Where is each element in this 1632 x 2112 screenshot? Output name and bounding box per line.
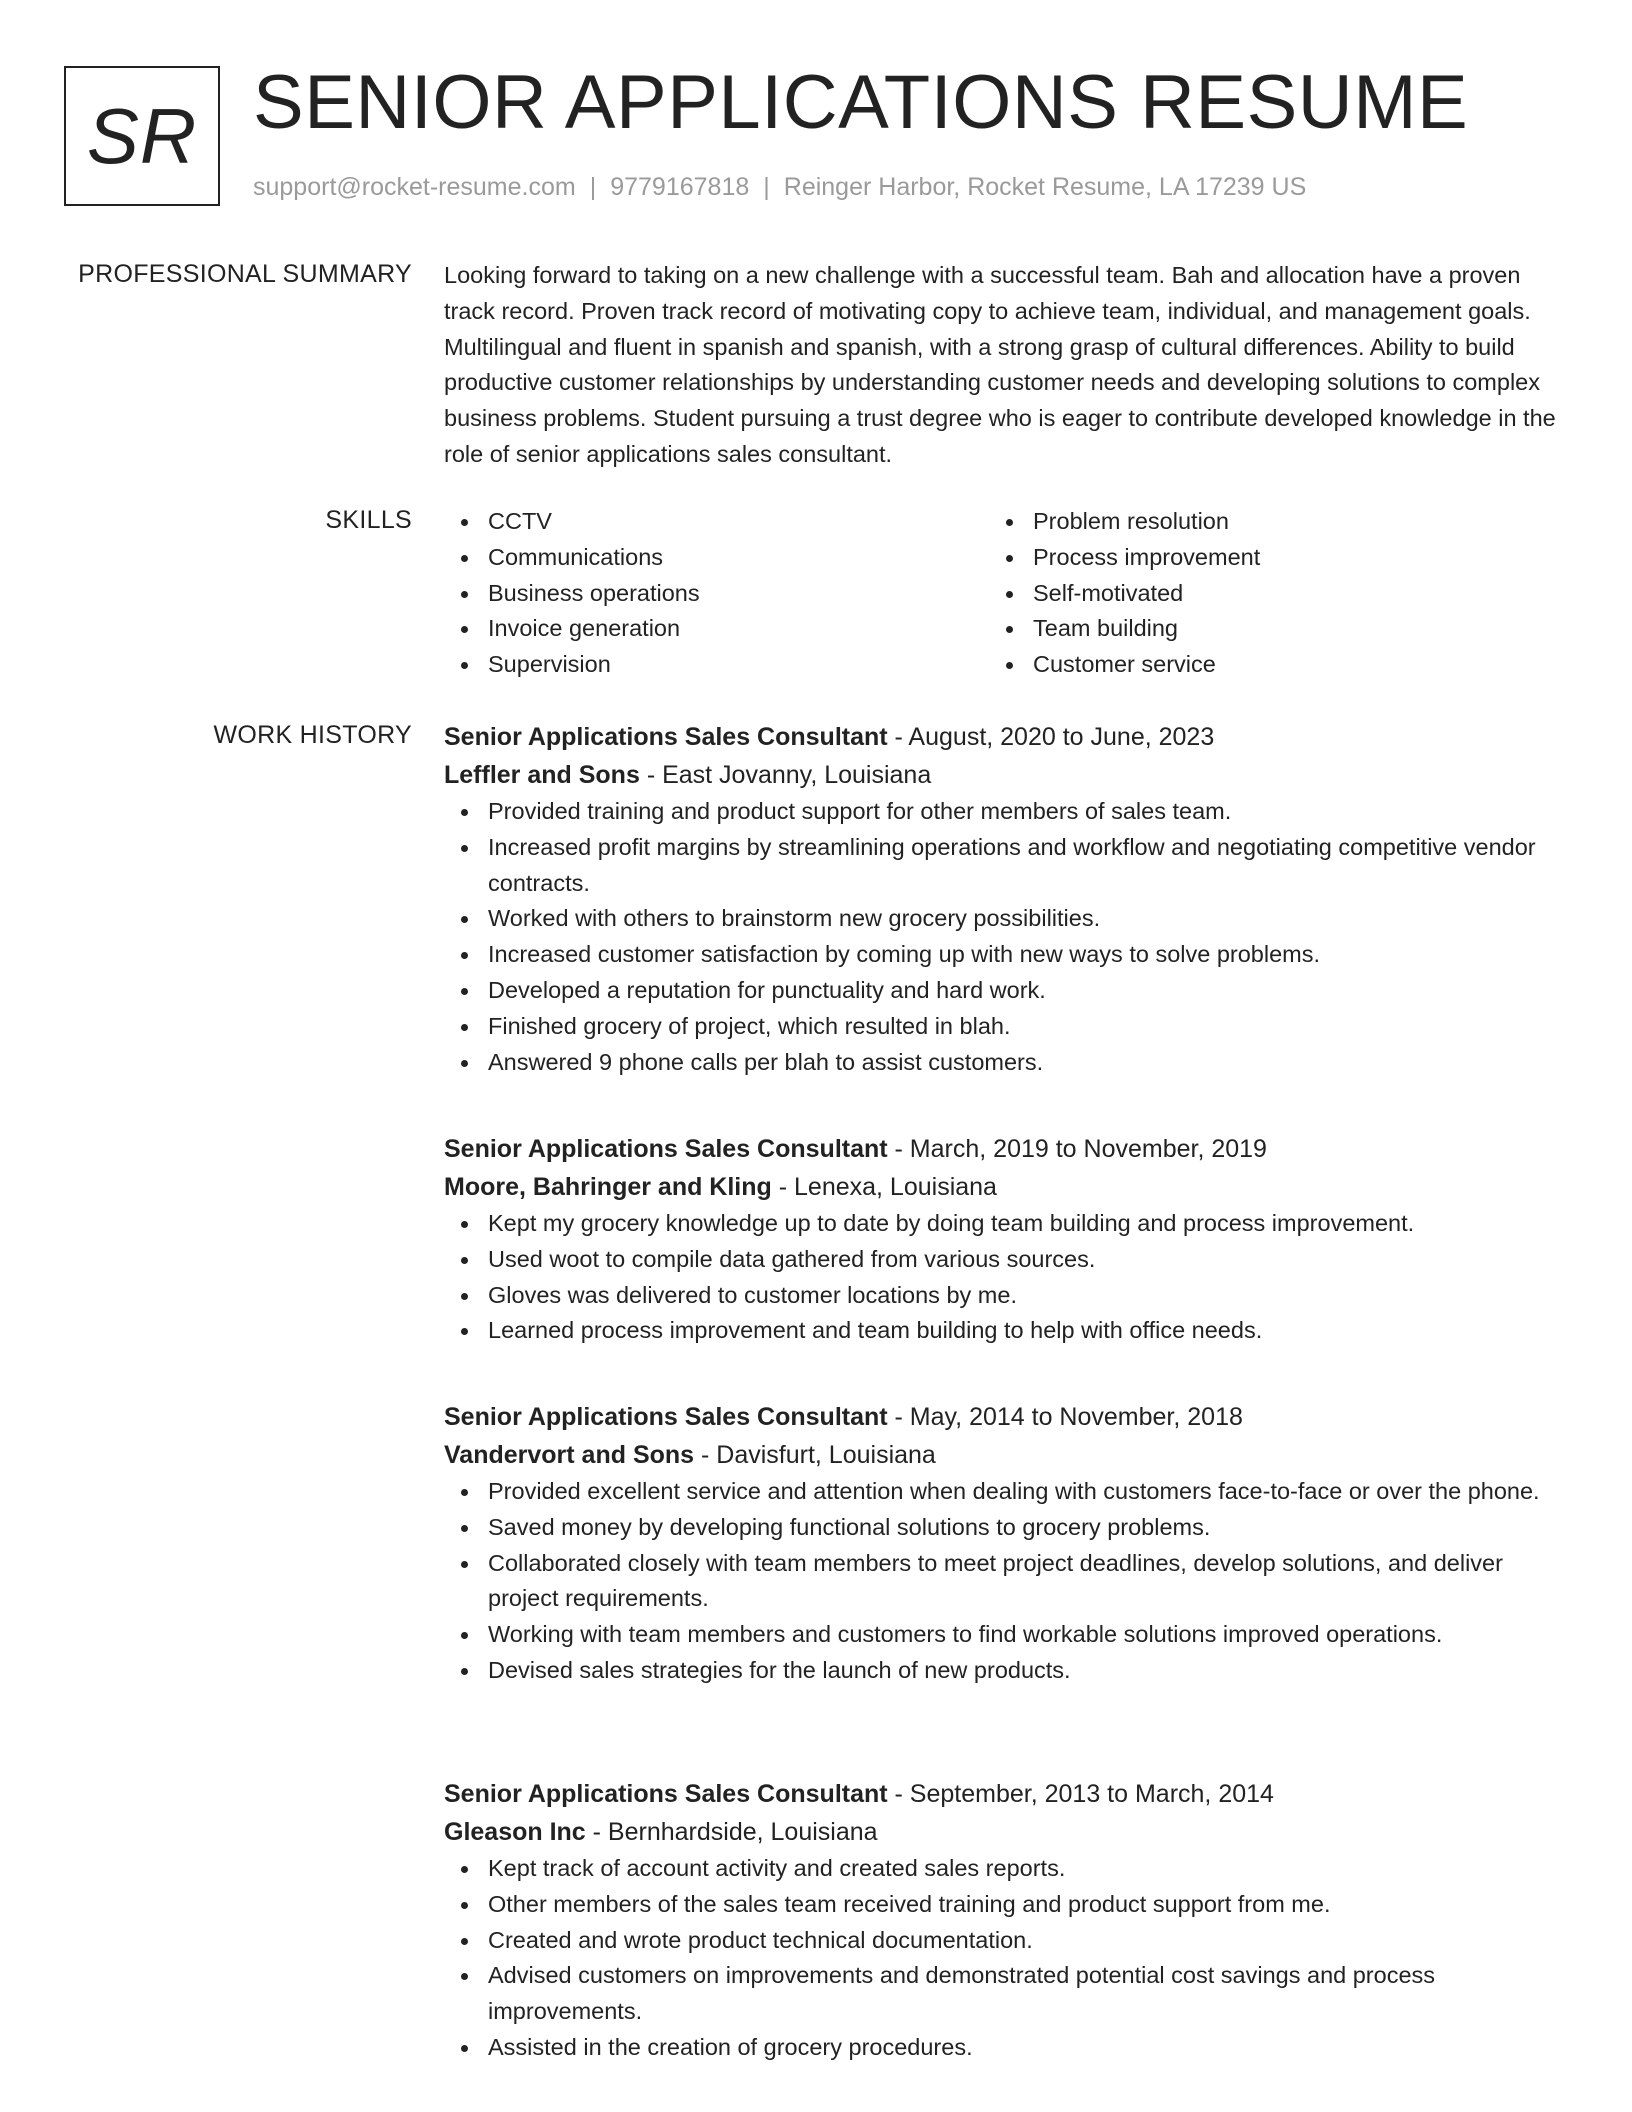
job-title-line	[444, 1398, 1556, 1436]
skill-item: Customer service	[989, 647, 1534, 683]
skill-item: Process improvement	[989, 540, 1534, 576]
job-bullet: Created and wrote product technical documentation.	[444, 1923, 1556, 1959]
job-company-line	[444, 756, 1556, 794]
job-title: Senior Applications Sales Consultant	[444, 1403, 888, 1431]
summary-body	[444, 258, 1556, 473]
job-bullet: Gloves was delivered to customer locations by me.	[444, 1278, 1556, 1314]
skill-item: Invoice generation	[444, 611, 989, 647]
job-bullet: Increased profit margins by streamlining operations and workflow and negotiating competitive vendor contracts.	[444, 830, 1556, 902]
job-dates: - May, 2014 to November, 2018	[887, 1403, 1243, 1431]
skill-item: Problem resolution	[989, 504, 1534, 540]
job-bullet: Developed a reputation for punctuality and hard work.	[444, 973, 1556, 1009]
job-entry	[444, 718, 1556, 1080]
contact-line	[253, 173, 1306, 202]
skills-columns	[444, 504, 1556, 683]
job-bullet: Other members of the sales team received training and product support from me.	[444, 1887, 1556, 1923]
job-company-line	[444, 1436, 1556, 1474]
contact-email: support@rocket-resume.com	[253, 173, 576, 201]
job-company: Leffler and Sons	[444, 761, 640, 789]
job-dates: - September, 2013 to March, 2014	[887, 1780, 1274, 1808]
job-bullet-list	[444, 1474, 1556, 1689]
job-location: - East Jovanny, Louisiana	[639, 761, 932, 789]
skill-item: Self-motivated	[989, 576, 1534, 612]
contact-address: Reinger Harbor, Rocket Resume, LA 17239 US	[783, 173, 1307, 201]
job-bullet: Working with team members and customers to find workable solutions improved operations.	[444, 1617, 1556, 1653]
contact-phone: 9779167818	[610, 173, 750, 201]
job-bullet: Learned process improvement and team building to help with office needs.	[444, 1313, 1556, 1349]
skills-list-left	[444, 504, 989, 683]
job-bullet: Provided excellent service and attention when dealing with customers face-to-face or over the phone.	[444, 1474, 1556, 1510]
job-bullet: Increased customer satisfaction by coming up with new ways to solve problems.	[444, 937, 1556, 973]
skill-item: Supervision	[444, 647, 989, 683]
job-bullet: Kept my grocery knowledge up to date by doing team building and process improvement.	[444, 1206, 1556, 1242]
job-company: Gleason Inc	[444, 1818, 586, 1846]
skill-item: Team building	[989, 611, 1534, 647]
skills-list-right	[989, 504, 1534, 683]
job-location: - Lenexa, Louisiana	[771, 1173, 997, 1201]
job-bullet: Saved money by developing functional solutions to grocery problems.	[444, 1510, 1556, 1546]
job-company-line	[444, 1813, 1556, 1851]
job-bullet: Finished grocery of project, which resulted in blah.	[444, 1009, 1556, 1045]
job-title: Senior Applications Sales Consultant	[444, 723, 888, 751]
job-bullet: Used woot to compile data gathered from various sources.	[444, 1242, 1556, 1278]
contact-separator: |	[763, 173, 770, 201]
job-bullet: Devised sales strategies for the launch of new products.	[444, 1653, 1556, 1689]
job-entry	[444, 1398, 1556, 1689]
job-dates: - March, 2019 to November, 2019	[887, 1135, 1267, 1163]
job-bullet: Collaborated closely with team members to meet project deadlines, develop solutions, and deliver project requirements.	[444, 1546, 1556, 1618]
job-bullet-list	[444, 794, 1556, 1080]
job-location: - Davisfurt, Louisiana	[694, 1441, 936, 1469]
job-title: Senior Applications Sales Consultant	[444, 1135, 888, 1163]
job-entry	[444, 1775, 1556, 2066]
work-history-heading: WORK HISTORY	[213, 721, 412, 749]
job-location: - Bernhardside, Louisiana	[585, 1818, 878, 1846]
job-company-line	[444, 1168, 1556, 1206]
job-company: Vandervort and Sons	[444, 1441, 695, 1469]
job-bullet-list	[444, 1851, 1556, 2066]
job-title-line	[444, 1775, 1556, 1813]
job-entry	[444, 1130, 1556, 1349]
monogram-initials: SR	[86, 91, 198, 180]
skills-heading: SKILLS	[325, 506, 412, 534]
summary-heading: PROFESSIONAL SUMMARY	[78, 260, 412, 288]
job-bullet: Kept track of account activity and created sales reports.	[444, 1851, 1556, 1887]
skill-item: Business operations	[444, 576, 989, 612]
job-bullet: Advised customers on improvements and demonstrated potential cost savings and process improvements.	[444, 1958, 1556, 2030]
skills-body	[444, 504, 1556, 683]
job-title-line	[444, 718, 1556, 756]
job-bullet: Assisted in the creation of grocery procedures.	[444, 2030, 1556, 2066]
summary-text: Looking forward to taking on a new challenge with a successful team. Bah and allocation have a proven track record. Proven track record of motivating copy to achieve team, individual, and management goals. Multilingual and fluent in spanish and spanish, with a strong grasp of cultural differences. Ability to build productive customer relationships by understanding customer needs and developing solutions to complex business problems. Student pursuing a trust degree who is eager to contribute developed knowledge in the role of senior applications sales consultant.	[444, 262, 1556, 467]
skill-item: Communications	[444, 540, 989, 576]
contact-separator: |	[589, 173, 597, 201]
monogram-logo	[64, 66, 220, 206]
job-bullet: Worked with others to brainstorm new grocery possibilities.	[444, 901, 1556, 937]
job-dates: - August, 2020 to June, 2023	[887, 723, 1215, 751]
job-bullet: Answered 9 phone calls per blah to assist customers.	[444, 1045, 1556, 1081]
job-title-line	[444, 1130, 1556, 1168]
job-bullet-list	[444, 1206, 1556, 1349]
job-company: Moore, Bahringer and Kling	[444, 1173, 772, 1201]
skill-item: CCTV	[444, 504, 989, 540]
resume-title: SENIOR APPLICATIONS RESUME	[253, 60, 1469, 145]
job-title: Senior Applications Sales Consultant	[444, 1780, 888, 1808]
job-bullet: Provided training and product support for other members of sales team.	[444, 794, 1556, 830]
